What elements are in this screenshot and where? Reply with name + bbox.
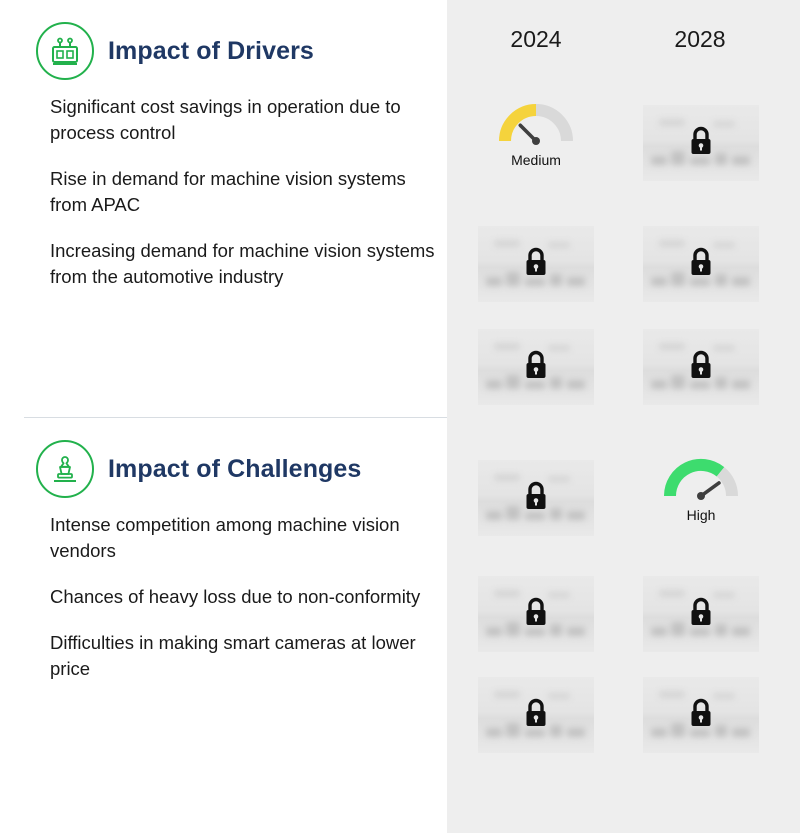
section-challenges [0, 418, 447, 702]
section-drivers [0, 0, 447, 310]
list-item: Increasing demand for machine vision systems from the automotive industry [50, 240, 435, 287]
lock-icon [688, 349, 714, 386]
lock-icon [688, 697, 714, 734]
section-drivers-header [0, 0, 447, 84]
lock-icon [688, 246, 714, 283]
section-challenges-title: Impact of Challenges [108, 454, 362, 483]
cell-challenges-1-2028[interactable] [643, 576, 759, 652]
gauge-medium [478, 101, 594, 168]
lock-icon [523, 596, 549, 633]
gauge-label: Medium [511, 152, 561, 168]
lock-icon [523, 480, 549, 517]
gauge-high [643, 456, 759, 523]
cell-challenges-0-2028[interactable] [643, 460, 759, 536]
list-item: Intense competition among machine vision vendors [50, 514, 400, 561]
challenges-bullet-list [0, 512, 447, 682]
column-header-2028: 2028 [674, 26, 726, 52]
lock-icon [688, 125, 714, 162]
cell-drivers-2-2028[interactable] [643, 329, 759, 405]
cell-challenges-2-2024[interactable] [478, 677, 594, 753]
cell-drivers-1-2028[interactable] [643, 226, 759, 302]
list-item: Difficulties in making smart cameras at lower price [50, 632, 416, 679]
lock-icon [523, 697, 549, 734]
section-drivers-title: Impact of Drivers [108, 36, 314, 65]
cell-drivers-1-2024[interactable] [478, 226, 594, 302]
cell-challenges-2-2028[interactable] [643, 677, 759, 753]
lock-icon [523, 246, 549, 283]
lock-icon [688, 596, 714, 633]
cell-challenges-0-2024[interactable] [478, 460, 594, 536]
cell-challenges-1-2024[interactable] [478, 576, 594, 652]
column-header-2024: 2024 [510, 26, 562, 52]
cell-drivers-0-2024[interactable] [478, 105, 594, 181]
cell-drivers-2-2024[interactable] [478, 329, 594, 405]
gauge-label: High [686, 507, 716, 523]
list-item: Chances of heavy loss due to non-conformity [50, 586, 421, 607]
list-item: Rise in demand for machine vision systems from APAC [50, 168, 406, 215]
drivers-bullet-list [0, 94, 447, 290]
list-item: Significant cost savings in operation due to process control [50, 96, 401, 143]
factory-process-icon [36, 22, 94, 80]
chess-strategy-icon [36, 440, 94, 498]
lock-icon [523, 349, 549, 386]
cell-drivers-0-2028[interactable] [643, 105, 759, 181]
section-challenges-header [0, 418, 447, 502]
